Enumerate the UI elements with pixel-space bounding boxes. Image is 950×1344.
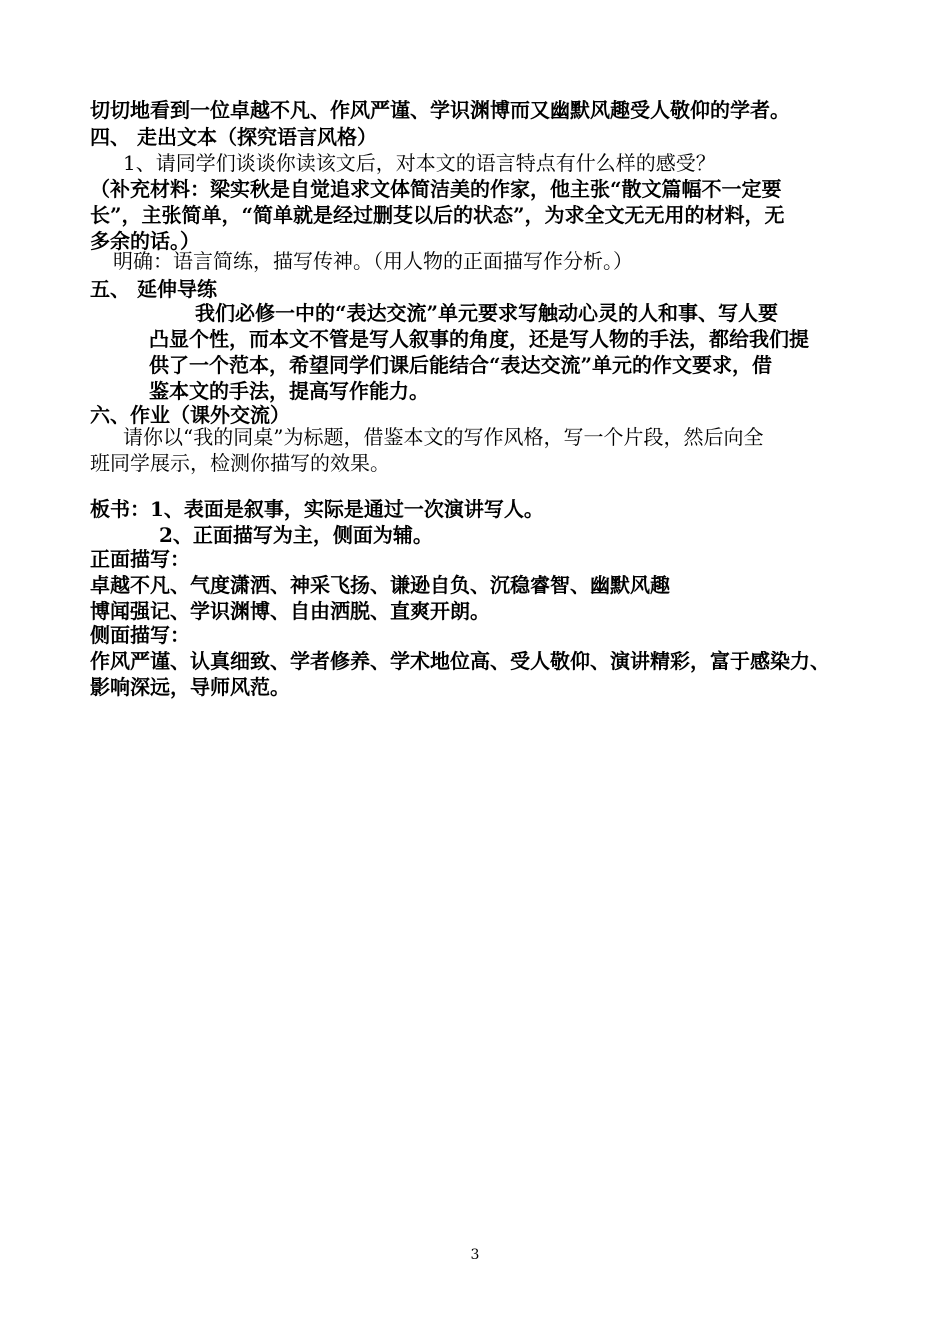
front-description-line: 卓越不凡、气度潇洒、神采飞扬、谦逊自负、沉稳睿智、幽默风趣 — [90, 573, 670, 597]
section-heading-6: 六、作业（课外交流） — [90, 403, 290, 427]
section-heading-4: 四、 走出文本（探究语言风格） — [90, 125, 377, 149]
extension-line: 我们必修一中的“表达交流”单元要求写触动心灵的人和事、写人要 — [195, 301, 779, 325]
extension-line: 供了一个范本，希望同学们课后能结合“表达交流”单元的作文要求，借 — [149, 353, 773, 377]
supplement-line: 长”，主张简单，“简单就是经过删芟以后的状态”，为求全文无无用的材料，无 — [90, 203, 785, 227]
paragraph-line: 切切地看到一位卓越不凡、作风严谨、学识渊博而又幽默风趣受人敬仰的学者。 — [90, 98, 790, 122]
front-description-line: 博闻强记、学识渊博、自由洒脱、直爽开朗。 — [90, 599, 490, 623]
question-line: 1、请同学们谈谈你读该文后，对本文的语言特点有什么样的感受？ — [123, 151, 716, 175]
extension-line: 凸显个性，而本文不管是写人叙事的角度，还是写人物的手法，都给我们提 — [149, 327, 809, 351]
section-heading-5: 五、 延伸导练 — [90, 277, 217, 301]
side-description-line: 影响深远，导师风范。 — [90, 675, 290, 699]
supplement-line: （补充材料：梁实秋是自觉追求文体简洁美的作家，他主张“散文篇幅不一定要 — [90, 177, 782, 201]
side-description-heading: 侧面描写： — [90, 623, 190, 647]
side-description-line: 作风严谨、认真细致、学者修养、学术地位高、受人敬仰、演讲精彩，富于感染力、 — [90, 649, 830, 673]
supplement-line: 多余的话。） — [90, 229, 200, 253]
homework-line: 请你以“我的同桌”为标题，借鉴本文的写作风格，写一个片段，然后向全 — [123, 425, 764, 449]
board-line: 板书：1、表面是叙事，实际是通过一次演讲写人。 — [90, 497, 544, 521]
homework-line: 班同学展示，检测你描写的效果。 — [90, 451, 390, 475]
page-number: 3 — [470, 1247, 480, 1263]
extension-line: 鉴本文的手法，提高写作能力。 — [149, 379, 429, 403]
front-description-heading: 正面描写： — [90, 547, 190, 571]
board-line: 2、正面描写为主，侧面为辅。 — [159, 523, 433, 547]
answer-line: 明确：语言简练，描写传神。（用人物的正面描写作分析。） — [113, 249, 633, 273]
